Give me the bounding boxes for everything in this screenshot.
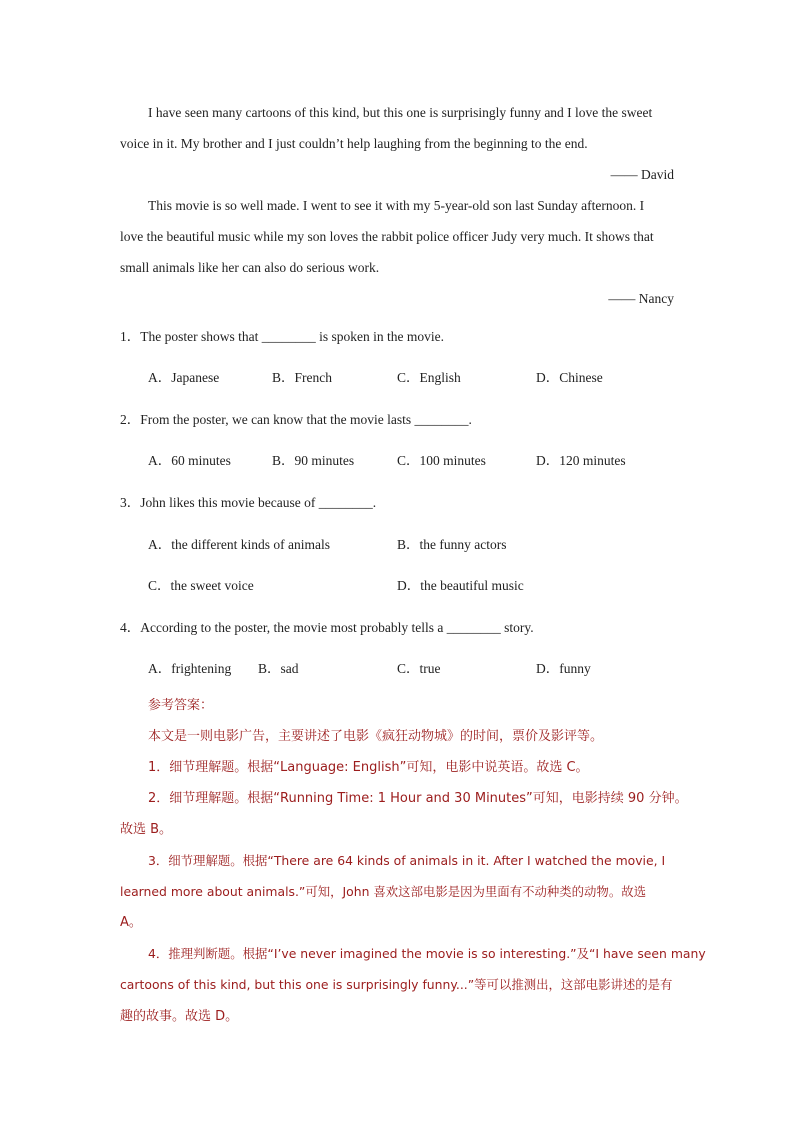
review-nancy-line-2: love the beautiful music while my son loves the rabbit police officer Judy very much. It shows that [120,229,654,244]
answer-4-line-2: cartoons of this kind, but this one is surprisingly funny...”等可以推测出，这部电影讲述的是有 [120,977,673,992]
question-1-option-c[interactable]: C．English [397,370,461,385]
answer-3-line-1: 3．细节理解题。根据“There are 64 kinds of animals in it. After I watched the movie, I [148,853,666,868]
answer-3-line-3: A。 [120,915,142,930]
answers-intro: 本文是一则电影广告，主要讲述了电影《疯狂动物城》的时间，票价及影评等。 [148,729,604,744]
answer-4-line-1: 4．推理判断题。根据“I’ve never imagined the movie is so interesting.”及“I have seen many [148,946,706,961]
question-4-option-b[interactable]: B．sad [258,661,299,676]
question-3-option-a[interactable]: A．the different kinds of animals [148,537,330,552]
question-2-option-c[interactable]: C．100 minutes [397,453,486,468]
question-1-option-b[interactable]: B．French [272,370,332,385]
question-1-option-a[interactable]: A．Japanese [148,370,220,385]
question-1-stem: 1．The poster shows that ________ is spoken in the movie. [120,329,444,344]
review-david-line-2: voice in it. My brother and I just couldn’t help laughing from the beginning to the end. [120,136,588,151]
question-4-option-c[interactable]: C．true [397,661,441,676]
question-3-option-c[interactable]: C．the sweet voice [148,578,254,593]
answers-heading: 参考答案： [148,698,214,713]
question-3-stem: 3．John likes this movie because of ________. [120,495,377,510]
question-1-option-d[interactable]: D．Chinese [536,370,603,385]
review-nancy-line-1: This movie is so well made. I went to see it with my 5-year-old son last Sunday afternoon. I [148,198,645,213]
answer-4-line-3: 趣的故事。故选 D。 [120,1009,239,1024]
review-nancy-signature: —— Nancy [608,291,674,306]
answer-3-line-2: learned more about animals.”可知，John 喜欢这部电影是因为里面有不动种类的动物。故选 [120,884,646,899]
question-3-option-b[interactable]: B．the funny actors [397,537,507,552]
question-4-option-d[interactable]: D．funny [536,661,591,676]
review-david-signature: —— David [610,167,674,182]
review-nancy-line-3: small animals like her can also do serious work. [120,260,380,275]
question-2-stem: 2．From the poster, we can know that the movie lasts ________. [120,412,472,427]
review-david-line-1: I have seen many cartoons of this kind, but this one is surprisingly funny and I love the sweet [148,105,653,120]
question-4-stem: 4．According to the poster, the movie most probably tells a ________ story. [120,620,534,635]
answer-2-line-2: 故选 B。 [120,822,173,837]
answer-1: 1．细节理解题。根据“Language: English”可知，电影中说英语。故选 C。 [148,760,589,775]
question-2-option-a[interactable]: A．60 minutes [148,453,231,468]
question-3-option-d[interactable]: D．the beautiful music [397,578,524,593]
question-2-option-b[interactable]: B．90 minutes [272,453,355,468]
answer-2-line-1: 2．细节理解题。根据“Running Time: 1 Hour and 30 Minutes”可知，电影持续 90 分钟。 [148,791,688,806]
question-4-option-a[interactable]: A．frightening [148,661,232,676]
question-2-option-d[interactable]: D．120 minutes [536,453,626,468]
